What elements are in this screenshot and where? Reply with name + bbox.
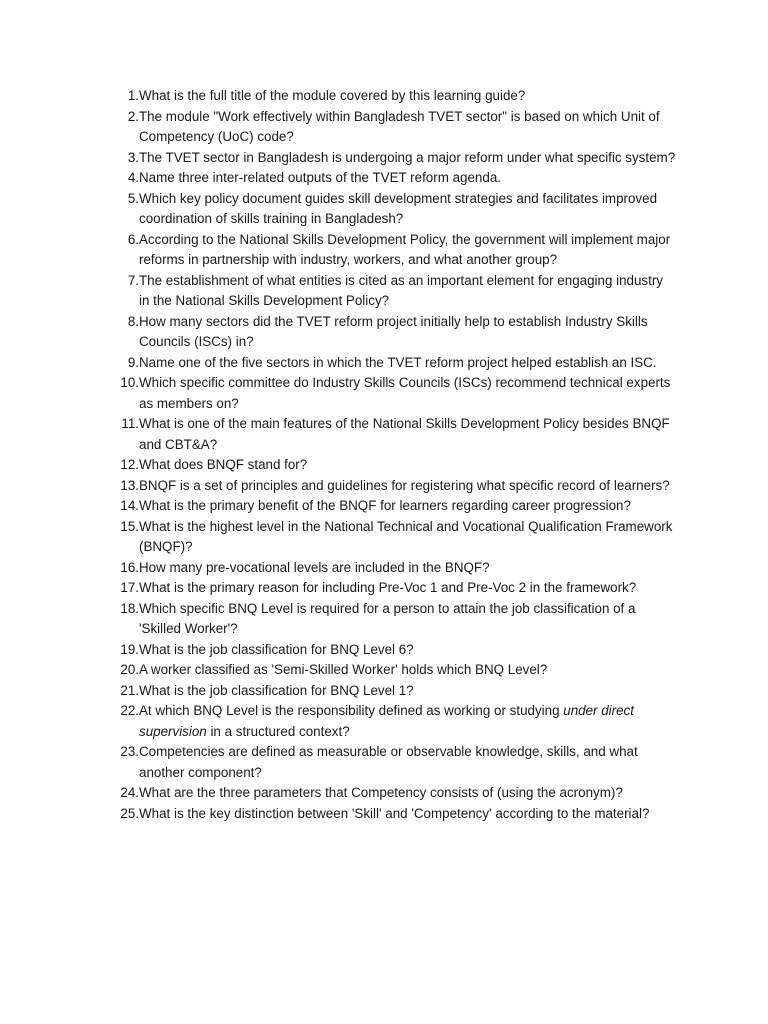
question-number: 22. — [120, 703, 139, 718]
question-text: What is the primary reason for including Pre-Voc 1 and Pre-Voc 2 in the framework? — [139, 580, 637, 595]
question-text — [139, 701, 676, 742]
question-text: What is the full title of the module covered by this learning guide? — [139, 88, 526, 103]
question-text: Competencies are defined as measurable or observable knowledge, skills, and what another component? — [139, 744, 638, 780]
question-text: Name one of the five sectors in which the TVET reform project helped establish an ISC. — [139, 354, 657, 370]
question-text: Which specific BNQ Level is required for a person to attain the job classification of a 'Skilled Worker'? — [139, 600, 636, 636]
list-item — [104, 168, 676, 189]
list-item — [104, 312, 676, 353]
question-number: 5. — [127, 190, 139, 206]
question-text: What is the highest level in the National Technical and Vocational Qualification Framework (BNQF)? — [139, 518, 673, 554]
question-text: How many sectors did the TVET reform project initially help to establish Industry Skills Councils (ISCs) in? — [139, 313, 648, 349]
question-text: How many pre-vocational levels are included in the BNQF? — [139, 559, 490, 575]
question-text: Which key policy document guides skill development strategies and facilitates improved coordination of skills training in Bangladesh? — [139, 190, 658, 226]
list-item — [104, 517, 676, 558]
question-text: BNQF is a set of principles and guidelines for registering what specific record of learners? — [139, 477, 670, 493]
question-number: 16. — [120, 559, 139, 575]
question-number: 1. — [127, 88, 139, 103]
list-item — [104, 660, 676, 681]
list-item — [104, 353, 676, 374]
question-number: 10. — [120, 375, 139, 390]
question-number: 25. — [120, 805, 139, 821]
list-item — [104, 476, 676, 497]
question-number: 20. — [120, 662, 139, 677]
list-item — [104, 578, 676, 599]
list-item — [104, 414, 676, 455]
list-item — [104, 271, 676, 312]
list-item — [104, 640, 676, 661]
question-text: What is the key distinction between 'Skill' and 'Competency' according to the material? — [139, 805, 650, 821]
question-number: 2. — [127, 108, 139, 124]
question-text: What is the primary benefit of the BNQF for learners regarding career progression? — [139, 498, 631, 513]
question-number: 12. — [120, 457, 139, 472]
question-number: 18. — [120, 600, 139, 616]
question-text: What is the job classification for BNQ Level 6? — [139, 641, 414, 657]
list-item — [104, 804, 676, 825]
question-text: The establishment of what entities is cited as an important element for engaging industry in the National Skills Development Policy? — [139, 272, 664, 308]
question-number: 15. — [120, 518, 139, 534]
question-number: 14. — [120, 498, 139, 513]
question-text: What is one of the main features of the National Skills Development Policy besides BNQF and CBT&A? — [139, 416, 670, 452]
question-text: The TVET sector in Bangladesh is undergoing a major reform under what specific system? — [139, 149, 676, 165]
list-item — [104, 455, 676, 476]
question-text: Which specific committee do Industry Skills Councils (ISCs) recommend technical experts as members on? — [139, 375, 671, 411]
question-number: 23. — [120, 744, 139, 759]
list-item — [104, 230, 676, 271]
list-item — [104, 496, 676, 517]
question-number: 11. — [121, 416, 139, 431]
list-item — [104, 107, 676, 148]
question-number: 24. — [120, 785, 139, 800]
question-number: 3. — [127, 149, 139, 165]
question-number: 4. — [127, 170, 139, 185]
question-text: What is the job classification for BNQ Level 1? — [139, 682, 414, 698]
question-number: 7. — [127, 272, 139, 288]
list-item — [104, 742, 676, 783]
question-text-italic: under direct supervision — [139, 703, 634, 739]
question-text: What does BNQF stand for? — [139, 457, 308, 472]
question-text-part: in a structured context? — [206, 723, 350, 739]
question-number: 17. — [120, 580, 139, 595]
question-number: 8. — [127, 313, 139, 329]
list-item — [104, 783, 676, 804]
list-item — [104, 681, 676, 702]
question-number: 19. — [120, 641, 139, 657]
question-text: The module "Work effectively within Bangladesh TVET sector" is based on which Unit of Competency (UoC) code? — [139, 108, 660, 144]
question-number: 6. — [127, 231, 139, 247]
question-number: 9. — [127, 354, 139, 370]
list-item — [104, 86, 676, 107]
list-item — [104, 189, 676, 230]
question-number: 21. — [120, 682, 139, 698]
question-number: 13. — [120, 477, 139, 493]
list-item — [104, 373, 676, 414]
question-text: Name three inter-related outputs of the TVET reform agenda. — [139, 170, 501, 185]
question-text: What are the three parameters that Competency consists of (using the acronym)? — [139, 785, 623, 800]
list-item — [104, 599, 676, 640]
question-text: A worker classified as 'Semi-Skilled Worker' holds which BNQ Level? — [139, 662, 548, 677]
question-text-part: At which BNQ Level is the responsibility defined as working or studying — [139, 703, 564, 718]
list-item — [104, 148, 676, 169]
list-item — [104, 701, 676, 742]
question-text: According to the National Skills Development Policy, the government will implement major reforms in partnership with industry, workers, and what another group? — [139, 231, 671, 267]
question-list — [104, 86, 676, 824]
list-item — [104, 558, 676, 579]
